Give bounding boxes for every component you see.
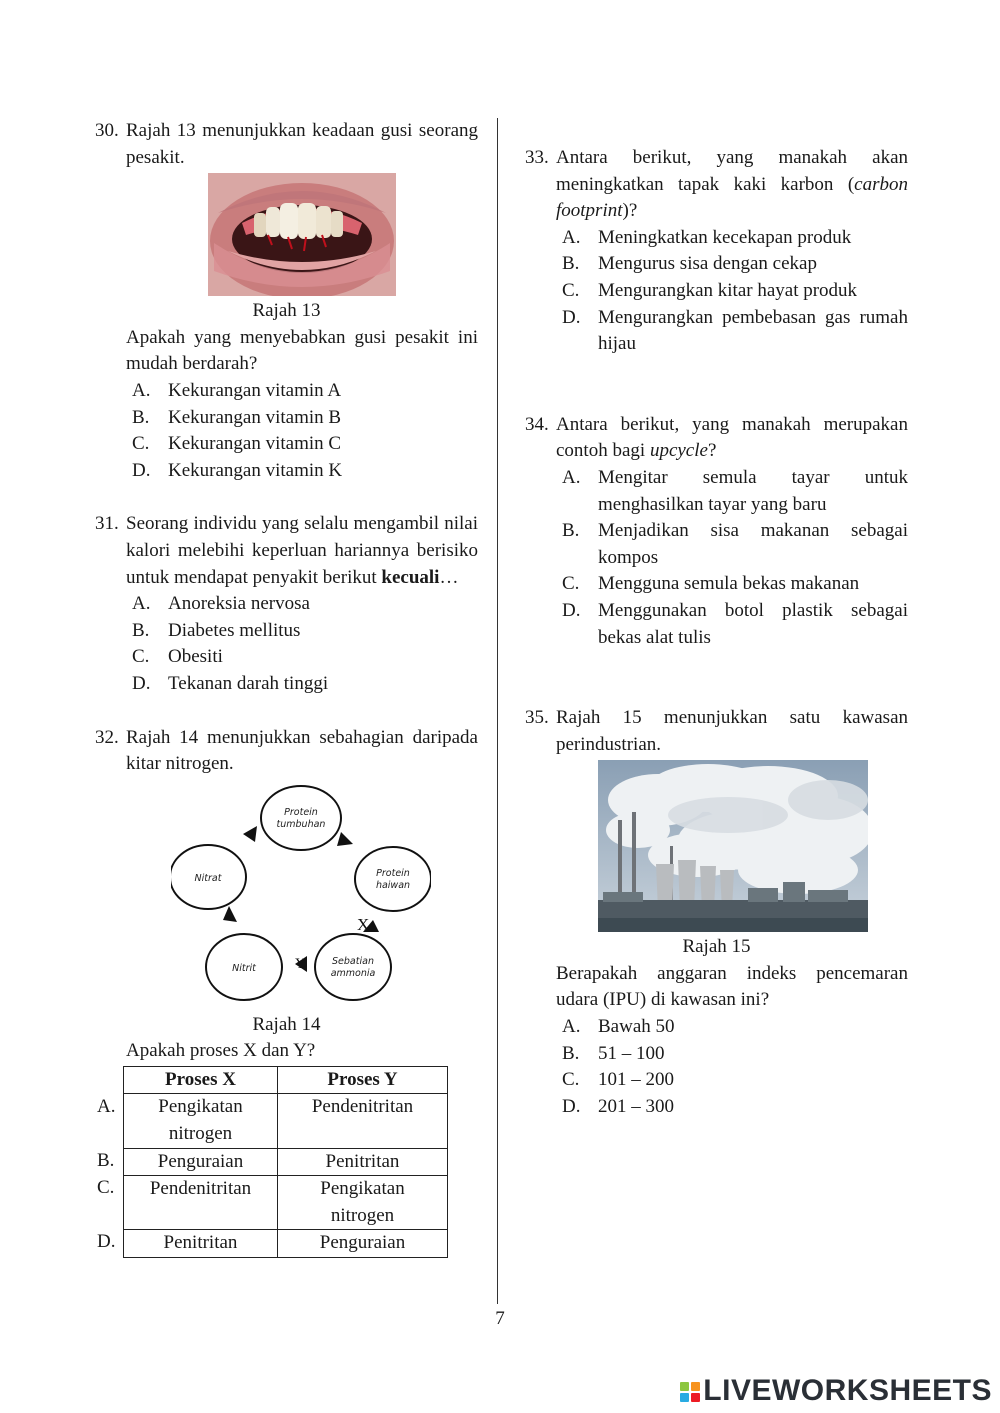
liveworksheets-logo[interactable] <box>680 1374 992 1408</box>
table-row[interactable] <box>124 1094 448 1148</box>
question-stem: Seorang individu yang selalu mengambil nilai kalori melebihi keperluan hariannya berisiko untuk mendapat penyakit berikut kecuali… <box>126 513 478 588</box>
option-a[interactable]: A. Mengitar semula tayar untuk menghasilkan tayar yang baru <box>562 466 908 515</box>
question-stem: Antara berikut, yang manakah merupakan contoh bagi upcycle? <box>556 413 908 462</box>
question-number: 30. <box>95 120 119 141</box>
node-protein-tumbuhan <box>261 786 341 850</box>
right-column <box>525 145 908 1120</box>
question-text: Berapakah anggaran indeks pencemaran udara (IPU) di kawasan ini? <box>556 962 908 1011</box>
option-b[interactable]: B. Menjadikan sisa makanan sebagai kompos <box>562 520 908 568</box>
header-proses-x: Proses X <box>124 1066 278 1094</box>
header-proses-y: Proses Y <box>278 1066 448 1094</box>
label-x: X <box>357 914 370 934</box>
page-number: 7 <box>495 1308 505 1329</box>
column-divider <box>497 118 498 1304</box>
node-sebatian-ammonia <box>315 934 391 1000</box>
row-letter-b: B. <box>97 1149 115 1171</box>
question-text: Apakah proses X dan Y? <box>126 1040 316 1062</box>
question-30 <box>95 118 478 484</box>
question-number: 33. <box>525 147 549 168</box>
cell-y: Pengikatan nitrogen <box>278 1176 448 1230</box>
option-b[interactable]: B. 51 – 100 <box>562 1042 665 1064</box>
option-d[interactable]: D. Menggunakan botol plastik sebagai bekas alat tulis <box>562 599 908 648</box>
figure-caption: Rajah 14 <box>252 1013 321 1035</box>
label-nitrat: Nitrat <box>194 872 222 884</box>
option-d[interactable]: D. 201 – 300 <box>562 1095 674 1117</box>
industrial-area-photo <box>598 760 868 932</box>
option-b[interactable]: B. Diabetes mellitus <box>132 619 301 641</box>
option-c[interactable]: C. Mengurangkan kitar hayat produk <box>562 279 858 301</box>
arrow-nitrat-to-tumbuhan <box>243 826 257 842</box>
italic-term: upcycle <box>649 440 708 462</box>
option-d[interactable]: D. Mengurangkan pembebasan gas rumah hijau <box>562 306 908 355</box>
question-stem: Rajah 13 menunjukkan keadaan gusi seorang pesakit. <box>126 120 478 168</box>
question-text: Apakah yang menyebabkan gusi pesakit ini mudah berdarah? <box>126 326 478 375</box>
cell-x: Pendenitritan <box>124 1176 278 1230</box>
label-protein-tumbuhan-1: Protein <box>284 806 318 818</box>
row-letter-c: C. <box>97 1176 115 1198</box>
option-b[interactable]: B. Mengurus sisa dengan cekap <box>562 253 817 275</box>
option-a[interactable]: A. Anoreksia nervosa <box>132 593 310 615</box>
question-32 <box>95 725 478 1259</box>
logo-text: LIVEWORKSHEETS <box>703 1374 992 1408</box>
question-34 <box>525 412 908 651</box>
label-nitrit: Nitrit <box>232 962 256 974</box>
figure-caption: Rajah 15 <box>682 936 751 958</box>
question-number: 35. <box>525 707 549 729</box>
table-row[interactable] <box>124 1230 448 1258</box>
arrow-nitrit-to-nitrat <box>223 906 237 922</box>
emphasis-text: kecuali <box>381 566 440 588</box>
question-number: 32. <box>95 726 119 748</box>
gum-bleeding-photo <box>208 173 396 296</box>
option-c[interactable]: C. Mengguna semula bekas makanan <box>562 573 860 595</box>
question-number: 34. <box>525 413 549 435</box>
label-protein-haiwan-1: Protein <box>376 867 410 879</box>
option-a[interactable]: A. Bawah 50 <box>562 1016 675 1038</box>
label-sebatian-ammonia-1: Sebatian <box>332 955 374 967</box>
question-stem: Rajah 15 menunjukkan satu kawasan perindustrian. <box>556 707 908 755</box>
row-letter-d: D. <box>97 1230 116 1252</box>
node-protein-haiwan <box>355 847 431 911</box>
question-31 <box>95 511 478 697</box>
option-d[interactable]: D. Kekurangan vitamin K <box>132 459 343 481</box>
question-stem: Rajah 14 menunjukkan sebahagian daripada kitar nitrogen. <box>126 726 478 775</box>
option-a[interactable]: A. Meningkatkan kecekapan produk <box>562 226 852 248</box>
label-protein-haiwan-2: haiwan <box>375 879 411 891</box>
table-row[interactable] <box>124 1176 448 1230</box>
logo-icon <box>680 1382 700 1402</box>
options-list <box>126 378 478 484</box>
answer-table-wrap <box>95 1066 478 1258</box>
cell-x: Pengikatan nitrogen <box>124 1094 278 1148</box>
question-35 <box>525 705 908 1120</box>
cell-y: Penitritan <box>278 1148 448 1176</box>
options-list <box>126 591 478 697</box>
row-letter-a: A. <box>97 1095 116 1117</box>
table-row[interactable] <box>124 1148 448 1176</box>
label-protein-tumbuhan-2: tumbuhan <box>276 818 326 830</box>
figure-caption: Rajah 13 <box>252 300 321 322</box>
option-c[interactable]: C. Kekurangan vitamin C <box>132 433 342 455</box>
nitrogen-cycle-diagram <box>171 782 431 1012</box>
cell-y: Pendenitritan <box>278 1094 448 1148</box>
label-y: Y <box>295 955 306 972</box>
option-d[interactable]: D. Tekanan darah tinggi <box>132 672 329 694</box>
option-b[interactable]: B. Kekurangan vitamin B <box>132 406 342 428</box>
cell-x: Penitritan <box>124 1230 278 1258</box>
options-list <box>556 1014 908 1120</box>
cell-y: Penguraian <box>278 1230 448 1258</box>
options-list <box>556 465 908 651</box>
italic-term: carbon footprint <box>556 173 908 222</box>
option-a[interactable]: A. Kekurangan vitamin A <box>132 379 342 401</box>
question-number: 31. <box>95 513 119 535</box>
options-list <box>556 225 908 358</box>
question-33 <box>525 145 908 358</box>
answer-table <box>123 1066 448 1258</box>
cell-x: Penguraian <box>124 1148 278 1176</box>
arrow-tumbuhan-to-haiwan <box>337 832 353 846</box>
question-stem: Antara berikut, yang manakah akan meningkatkan tapak kaki karbon (carbon footprint)? <box>556 147 908 222</box>
option-c[interactable]: C. Obesiti <box>132 646 223 668</box>
label-sebatian-ammonia-2: ammonia <box>330 967 376 979</box>
option-c[interactable]: C. 101 – 200 <box>562 1069 674 1091</box>
left-column <box>95 118 478 1258</box>
